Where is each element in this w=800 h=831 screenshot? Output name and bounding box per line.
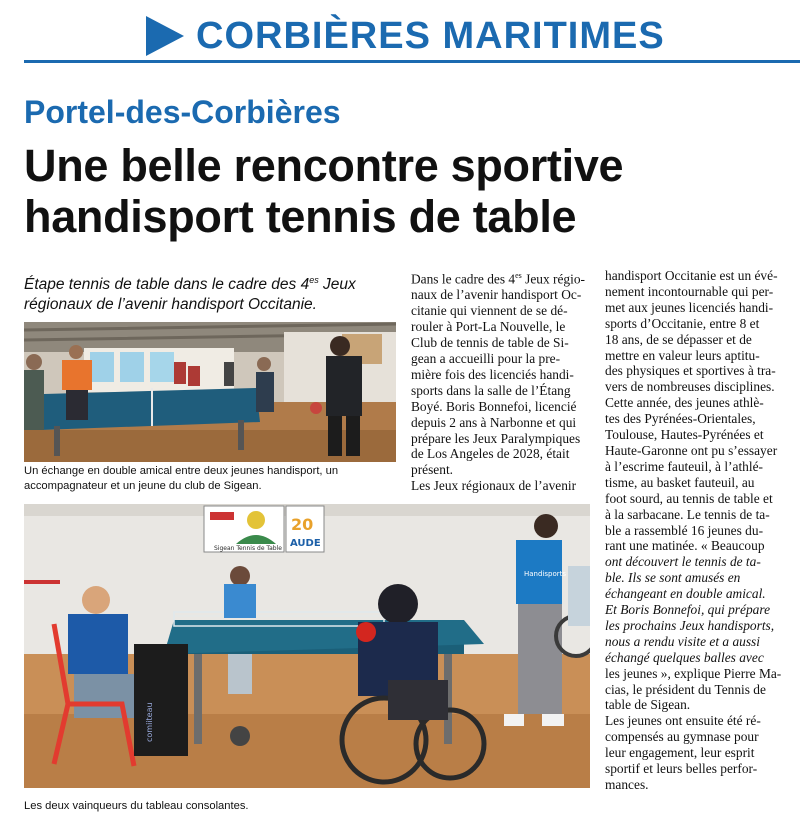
sign-number: 20	[291, 515, 314, 534]
photo-consolation-winners	[24, 504, 590, 788]
body-column-2	[605, 268, 795, 793]
col2-quote-text: échangeant en double amical.	[605, 586, 766, 602]
col1-line: rouler à Port-La Nouvelle, le	[411, 319, 566, 335]
col2-line: table de Sigean.	[605, 697, 691, 713]
col2-line: vers de nombreuses disciplines.	[605, 379, 775, 395]
col2-line-quote	[605, 554, 795, 570]
col2-line: 18 ans, de se dépasser et de	[605, 331, 752, 347]
col2-line: les jeunes », explique Pierre Ma-	[605, 665, 782, 681]
col2-line: à la sarbacane. Le tennis de ta-	[605, 506, 770, 522]
col2-line: ble a rassemblé 16 jeunes du-	[605, 522, 764, 538]
photo-shirt-text: Handisports	[524, 570, 567, 578]
col2-line-quote	[605, 570, 795, 586]
col2-line: rant une matinée. « Beaucoup	[605, 538, 765, 554]
section-rule	[24, 60, 800, 63]
col1-line: Club de tennis de table de Si-	[411, 335, 569, 351]
col2-line: Cette année, des jeunes athlè-	[605, 395, 764, 411]
col1-line: citanie qui viennent de se dé-	[411, 303, 568, 319]
col1-line-1b: Jeux régio-	[521, 271, 585, 287]
col2-quote-text: échangé quelques balles avec	[605, 649, 764, 665]
body-column-1	[411, 268, 591, 494]
col2-line: à l’escrime fauteuil, à l’athlé-	[605, 458, 764, 474]
article-kicker: Portel-des-Corbières	[24, 94, 341, 130]
col2-line: Haute-Garonne ont pu s’essayer	[605, 442, 778, 458]
col2-quote-text: les prochains Jeux handisports,	[605, 617, 775, 633]
col2-line: compensés au gymnase pour	[605, 729, 759, 745]
col2-quote-text: ont découvert le tennis de ta-	[605, 554, 761, 570]
photo1-caption-line-2: accompagnateur et un jeune du club de Sigean.	[24, 480, 262, 492]
photo1-caption-line-1: Un échange en double amical entre deux jeunes handisport, un	[24, 465, 339, 477]
section-title: CORBIÈRES MARITIMES	[196, 15, 665, 57]
col2-line: met aux jeunes licenciés handi-	[605, 299, 774, 315]
article-headline	[24, 140, 794, 242]
intro-text-b: Jeux	[318, 276, 356, 294]
col2-line-quote	[605, 586, 795, 602]
col1-line: de Los Angeles de 2028, était	[411, 446, 570, 462]
col1-line: depuis 2 ans à Narbonne et qui	[411, 414, 577, 430]
col1-line: Les Jeux régionaux de l’avenir	[411, 478, 577, 494]
intro-text-c: régionaux de l’avenir handisport Occitanie.	[24, 296, 317, 314]
col2-line: mettre en valeur leurs aptitu-	[605, 347, 760, 363]
col2-quote-text: nous a rendu visite et a aussi	[605, 633, 760, 649]
stand-text: comiiteau	[145, 702, 154, 742]
col2-line: des physiques et sportives à tra-	[605, 363, 776, 379]
photo2-caption: Les deux vainqueurs du tableau consolantes.	[24, 800, 249, 812]
photo-consolation-winners-image	[24, 504, 590, 788]
photo1-caption	[24, 464, 396, 494]
col1-line: naux de l’avenir handisport Oc-	[411, 287, 582, 303]
photo-doubles-match	[24, 322, 396, 462]
col1-line: sports dans la salle de l’Étang	[411, 382, 571, 398]
pennant-text: Sigean Tennis de Table	[214, 545, 282, 552]
col1-line: mière fois des licenciés handi-	[411, 366, 574, 382]
sign-aude: AUDE	[290, 538, 321, 549]
col2-line: sportif et leurs belles perfor-	[605, 761, 758, 777]
col2-line: cias, le président du Tennis de	[605, 681, 766, 697]
col2-line: Les jeunes ont ensuite été ré-	[605, 713, 761, 729]
col2-line: Toulouse, Hautes-Pyrénées et	[605, 427, 764, 443]
col1-line: gean a accueilli pour la pre-	[411, 351, 561, 366]
col2-line: tisme, au basket fauteuil, au	[605, 474, 755, 490]
col2-line-quote	[605, 602, 795, 618]
col2-line: sports d’Occitanie, entre 8 et	[605, 315, 760, 331]
col2-line: leur engagement, leur esprit	[605, 745, 755, 761]
col2-line: handisport Occitanie est un évé-	[605, 268, 778, 283]
play-arrow-icon	[146, 16, 184, 56]
col2-line: tes des Pyrénées-Orientales,	[605, 411, 756, 427]
col1-line: présent.	[411, 462, 454, 478]
headline-line-1: Une belle rencontre sportive	[24, 140, 624, 191]
col2-quote-text: Et Boris Bonnefoi, qui prépare	[605, 602, 771, 618]
col2-quote-text: ble. Ils se sont amusés en	[605, 570, 741, 586]
col1-line: prépare les Jeux Paralympiques	[411, 430, 581, 446]
photo-doubles-match-image	[24, 322, 396, 462]
intro-ordinal: es	[309, 275, 319, 285]
col1-ordinal: es	[515, 271, 522, 280]
col2-line: nement incontournable qui per-	[605, 283, 774, 299]
col2-line: mances.	[605, 777, 649, 792]
col1-line: Boyé. Boris Bonnefoi, licencié	[411, 398, 577, 414]
intro-text-a: Étape tennis de table dans le cadre des 4	[24, 276, 310, 294]
article-intro	[24, 270, 396, 315]
headline-line-2: handisport tennis de table	[24, 191, 577, 242]
col2-line-quote	[605, 634, 795, 650]
col2-line: foot sourd, au tennis de table et	[605, 490, 773, 506]
col2-line-quote	[605, 650, 795, 666]
col1-line	[411, 268, 591, 287]
col2-line-quote	[605, 618, 795, 634]
col1-line-1a: Dans le cadre des 4	[411, 271, 516, 287]
